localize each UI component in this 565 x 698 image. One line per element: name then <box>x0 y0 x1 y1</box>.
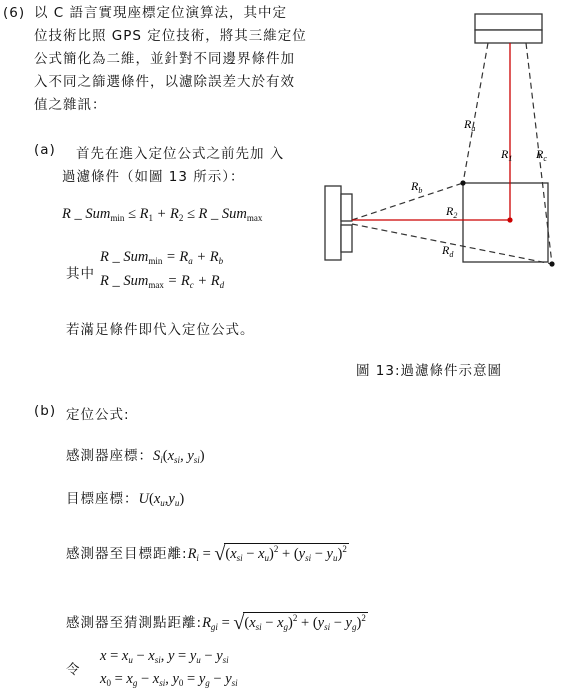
left-sensor <box>325 186 341 260</box>
sum-min-equation: R _ $Sum_{min} = R_a + R_b$ <box>100 249 224 266</box>
top-sensor <box>475 14 542 30</box>
top-sensor-base <box>475 30 542 43</box>
intro-line: 位技術比照 GPS 定位技術，將其三維定位 <box>34 28 307 44</box>
intro-line: 以 C 語言實現座標定位演算法，其中定 <box>34 5 288 21</box>
corner-point-bottom-right <box>549 261 554 266</box>
part-b-label: (b) <box>34 403 57 419</box>
intro-line: 值之雜訊： <box>34 97 107 113</box>
label-r2: $R_2$ <box>446 204 458 220</box>
let-definition-2: $x_0 = x_g - x_{si}$, $y_0 = y_g - y_{si}$ <box>100 671 238 688</box>
label-rb: $R_b$ <box>411 179 423 195</box>
filter-region-box <box>463 183 548 262</box>
distance-to-target-formula: 感測器至目標距離$:R_i = √(x_{si} - x_u)^2 + (y_{si} - y_u)^2$ <box>66 543 347 565</box>
corner-point-top-left <box>460 180 465 185</box>
label-ra: $R_a$ <box>464 117 476 133</box>
range-line-ra <box>463 43 488 183</box>
label-rc: $R_c$ <box>536 147 547 163</box>
figure-caption: 圖 13:過濾條件示意圖 <box>356 363 503 379</box>
left-sensor-base <box>341 225 352 252</box>
distance-to-guess-formula: 感測器至猜測點距離$:R_{gi} = √(x_{si} - x_g)^2 + (y_{si} - y_g)^2$ <box>66 612 366 634</box>
part-a-line2: 過濾條件（如圖 13 所示）： <box>62 169 245 185</box>
part-a-conclusion: 若滿足條件即代入定位公式。 <box>66 322 255 338</box>
target-coordinate: 目標座標：$U(x_u,y_u)$ <box>66 491 185 508</box>
sum-max-equation: R _ $Sum_{max} = R_c + R_d$ <box>100 273 225 290</box>
filter-condition-figure <box>318 8 560 280</box>
target-point <box>507 217 512 222</box>
left-sensor-base <box>341 194 352 221</box>
intro-line: 公式簡化為二維，並針對不同邊界條件加 <box>34 51 295 67</box>
where-label: 其中 <box>66 266 95 282</box>
let-label: 令 <box>66 662 81 678</box>
label-r1: $R_1$ <box>501 147 513 163</box>
intro-line: 入不同之篩選條件，以濾除誤差大於有效 <box>34 74 295 90</box>
label-rd: $R_d$ <box>442 243 454 259</box>
part-a-label: (a) <box>34 142 56 158</box>
part-b-title: 定位公式: <box>66 407 130 423</box>
item-number: (6) <box>3 5 26 21</box>
part-a-line1: 首先在進入定位公式之前先加 入 <box>76 146 285 162</box>
filter-inequality: R _ $Sum_{min} \le R_1 + R_2 \le R$ _ Sum$_{max}$ <box>62 206 263 223</box>
intro-paragraph <box>34 3 307 115</box>
let-definition-1: $x = x_u - x_{si}$, $y = y_u - y_{si}$ <box>100 648 229 665</box>
sensor-coordinate: 感測器座標：$S_i(x_{si}$, $y_{si}$) <box>66 448 205 465</box>
